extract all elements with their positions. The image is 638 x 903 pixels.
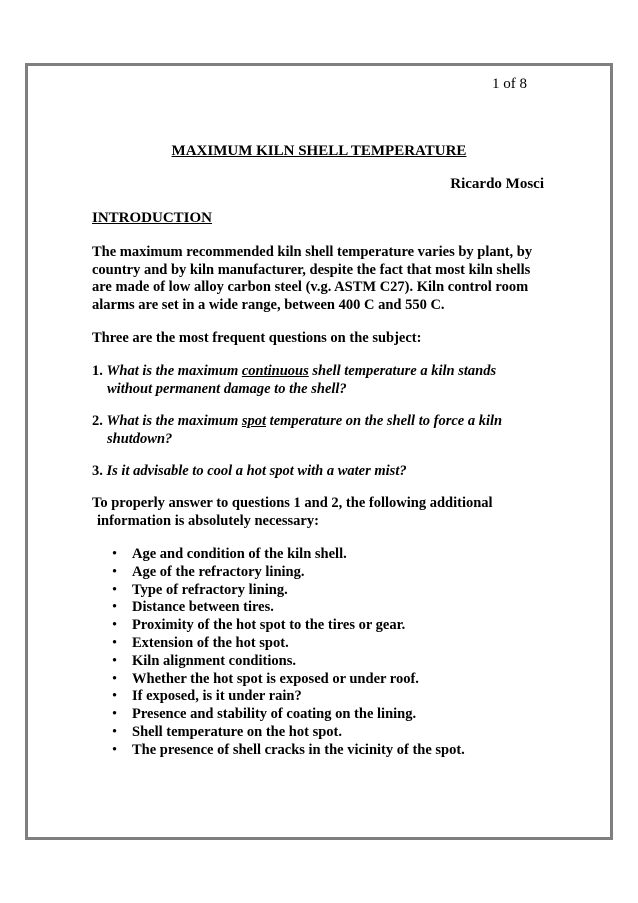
question-emphasis: continuous [241, 363, 309, 379]
answer-intro [92, 495, 552, 530]
author-name: Ricardo Mosci [450, 176, 544, 192]
question-1 [92, 362, 552, 398]
list-item: • The presence of shell cracks in the vicinity of the spot. [112, 742, 465, 760]
factors-list [112, 546, 465, 760]
list-item: • Presence and stability of coating on the lining. [112, 706, 465, 724]
intro-line: country and by kiln manufacturer, despite the fact that most kiln shells [92, 261, 531, 278]
question-text: temperature on the shell to force a kiln [266, 413, 503, 429]
question-number: 3. [92, 463, 103, 479]
answer-intro-line: information is absolutely necessary: [97, 512, 319, 529]
list-item: • Distance between tires. [112, 599, 465, 617]
list-item: • Age and condition of the kiln shell. [112, 546, 465, 564]
question-2 [92, 412, 552, 448]
list-item: • Type of refractory lining. [112, 582, 465, 600]
section-heading-introduction: INTRODUCTION [92, 210, 213, 226]
questions-intro: Three are the most frequent questions on the subject: [92, 330, 422, 346]
document-title: MAXIMUM KILN SHELL TEMPERATURE [171, 143, 467, 159]
question-text: Is it advisable to cool a hot spot with a water mist? [106, 463, 407, 479]
list-item: • Extension of the hot spot. [112, 635, 465, 653]
intro-line: The maximum recommended kiln shell temperature varies by plant, by [92, 244, 533, 260]
answer-intro-line: To properly answer to questions 1 and 2, the following additional [92, 495, 493, 511]
list-item: • Shell temperature on the hot spot. [112, 724, 465, 742]
question-emphasis: spot [241, 413, 267, 429]
list-item: • Kiln alignment conditions. [112, 653, 465, 671]
list-item: • Age of the refractory lining. [112, 564, 465, 582]
intro-line: alarms are set in a wide range, between 400 C and 550 C. [92, 296, 445, 313]
question-continuation: without permanent damage to the shell? [107, 381, 347, 397]
question-text: What is the maximum [106, 413, 242, 429]
page-number: 1 of 8 [492, 76, 527, 92]
question-number: 2. [92, 413, 103, 429]
question-3 [92, 462, 552, 480]
intro-line: are made of low alloy carbon steel (v.g. ASTM C27). Kiln control room [92, 279, 529, 295]
intro-paragraph [92, 244, 552, 314]
question-text: shell temperature a kiln stands [308, 363, 497, 379]
list-item: • Whether the hot spot is exposed or under roof. [112, 671, 465, 689]
question-continuation: shutdown? [107, 431, 173, 447]
question-text: What is the maximum [106, 363, 242, 379]
question-number: 1. [92, 363, 103, 379]
list-item: • If exposed, is it under rain? [112, 688, 465, 706]
list-item: • Proximity of the hot spot to the tires or gear. [112, 617, 465, 635]
